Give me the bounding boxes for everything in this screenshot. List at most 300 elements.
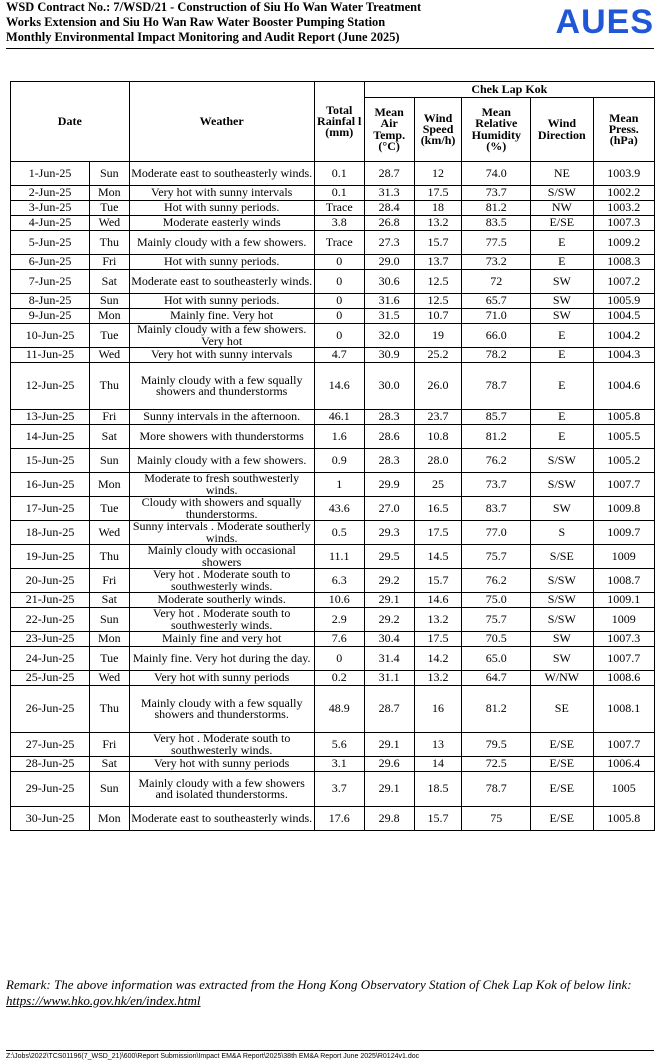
- cell-rainfall: 0.1: [314, 162, 364, 186]
- cell-rainfall: 3.1: [314, 757, 364, 772]
- table-row: [11, 348, 655, 363]
- table-row: [11, 294, 655, 309]
- table-row: [11, 473, 655, 497]
- cell-weather: Hot with sunny periods.: [129, 201, 314, 216]
- cell-day: Sat: [90, 757, 130, 772]
- table-row: [11, 608, 655, 632]
- table-row: [11, 309, 655, 324]
- cell-date: 6-Jun-25: [11, 255, 90, 270]
- cell-humidity: 78.2: [462, 348, 531, 363]
- cell-pressure: 1005.5: [593, 425, 654, 449]
- remark: [6, 977, 656, 1009]
- cell-weather: Very hot . Moderate south to southwesterly winds.: [129, 569, 314, 593]
- cell-pressure: 1003.9: [593, 162, 654, 186]
- cell-wind-direction: S/SW: [531, 593, 593, 608]
- cell-humidity: 66.0: [462, 324, 531, 348]
- cell-date: 8-Jun-25: [11, 294, 90, 309]
- cell-temp: 29.1: [364, 772, 414, 807]
- cell-rainfall: 1.6: [314, 425, 364, 449]
- cell-date: 26-Jun-25: [11, 686, 90, 733]
- cell-wind-direction: NE: [531, 162, 593, 186]
- cell-date: 5-Jun-25: [11, 231, 90, 255]
- col-header-weather: Weather: [129, 82, 314, 162]
- cell-temp: 29.1: [364, 733, 414, 757]
- col-header-temp: Mean Air Temp. (°C): [364, 98, 414, 162]
- cell-day: Thu: [90, 363, 130, 410]
- cell-wind-direction: E: [531, 410, 593, 425]
- cell-rainfall: 6.3: [314, 569, 364, 593]
- table-row: [11, 216, 655, 231]
- cell-wind-speed: 14.2: [414, 647, 462, 671]
- cell-temp: 28.7: [364, 686, 414, 733]
- cell-date: 22-Jun-25: [11, 608, 90, 632]
- cell-wind-direction: E: [531, 425, 593, 449]
- cell-pressure: 1007.2: [593, 270, 654, 294]
- cell-rainfall: 0: [314, 255, 364, 270]
- cell-rainfall: 10.6: [314, 593, 364, 608]
- table-row: [11, 569, 655, 593]
- cell-date: 2-Jun-25: [11, 186, 90, 201]
- cell-temp: 27.3: [364, 231, 414, 255]
- table-row: [11, 324, 655, 348]
- cell-humidity: 79.5: [462, 733, 531, 757]
- remark-text: Remark: The above information was extracted from the Hong Kong Observatory Station of Chek Lap Kok of below link:: [6, 977, 632, 992]
- table-row: [11, 363, 655, 410]
- cell-wind-speed: 13.2: [414, 608, 462, 632]
- cell-wind-direction: SW: [531, 294, 593, 309]
- aues-logo: AUES: [555, 3, 654, 41]
- cell-pressure: 1004.5: [593, 309, 654, 324]
- cell-date: 20-Jun-25: [11, 569, 90, 593]
- col-header-wind-direction: Wind Direction: [531, 98, 593, 162]
- cell-temp: 30.0: [364, 363, 414, 410]
- cell-weather: Moderate to fresh southwesterly winds.: [129, 473, 314, 497]
- cell-weather: Mainly fine and very hot: [129, 632, 314, 647]
- cell-rainfall: 14.6: [314, 363, 364, 410]
- cell-weather: Very hot . Moderate south to southwesterly winds.: [129, 608, 314, 632]
- cell-temp: 28.6: [364, 425, 414, 449]
- cell-rainfall: 0: [314, 324, 364, 348]
- cell-pressure: 1005.8: [593, 807, 654, 831]
- cell-rainfall: 0: [314, 309, 364, 324]
- cell-day: Fri: [90, 255, 130, 270]
- cell-day: Sat: [90, 425, 130, 449]
- cell-weather: Mainly cloudy with a few showers.: [129, 449, 314, 473]
- cell-rainfall: 0: [314, 294, 364, 309]
- cell-date: 15-Jun-25: [11, 449, 90, 473]
- header-line-1: WSD Contract No.: 7/WSD/21 - Construction of Siu Ho Wan Water Treatment: [6, 0, 422, 14]
- cell-temp: 29.3: [364, 521, 414, 545]
- cell-wind-speed: 16.5: [414, 497, 462, 521]
- cell-temp: 26.8: [364, 216, 414, 231]
- cell-humidity: 75.7: [462, 545, 531, 569]
- cell-day: Fri: [90, 569, 130, 593]
- cell-humidity: 64.7: [462, 671, 531, 686]
- cell-wind-speed: 18: [414, 201, 462, 216]
- cell-rainfall: 0.5: [314, 521, 364, 545]
- cell-day: Mon: [90, 186, 130, 201]
- cell-temp: 30.6: [364, 270, 414, 294]
- cell-weather: Very hot with sunny periods: [129, 671, 314, 686]
- cell-temp: 27.0: [364, 497, 414, 521]
- cell-humidity: 72.5: [462, 757, 531, 772]
- cell-temp: 31.4: [364, 647, 414, 671]
- cell-temp: 30.9: [364, 348, 414, 363]
- cell-wind-speed: 10.7: [414, 309, 462, 324]
- cell-pressure: 1007.3: [593, 216, 654, 231]
- cell-pressure: 1005.9: [593, 294, 654, 309]
- cell-date: 18-Jun-25: [11, 521, 90, 545]
- cell-wind-speed: 17.5: [414, 632, 462, 647]
- cell-weather: Mainly fine. Very hot during the day.: [129, 647, 314, 671]
- cell-wind-speed: 18.5: [414, 772, 462, 807]
- table-row: [11, 593, 655, 608]
- cell-weather: Hot with sunny periods.: [129, 294, 314, 309]
- table-row: [11, 255, 655, 270]
- cell-humidity: 71.0: [462, 309, 531, 324]
- cell-weather: Mainly cloudy with a few showers.: [129, 231, 314, 255]
- cell-wind-direction: E/SE: [531, 757, 593, 772]
- table-row: [11, 186, 655, 201]
- cell-wind-speed: 15.7: [414, 807, 462, 831]
- cell-day: Sun: [90, 608, 130, 632]
- cell-wind-direction: S: [531, 521, 593, 545]
- cell-day: Sat: [90, 270, 130, 294]
- cell-humidity: 73.2: [462, 255, 531, 270]
- cell-wind-speed: 13.2: [414, 671, 462, 686]
- cell-day: Thu: [90, 545, 130, 569]
- cell-date: 25-Jun-25: [11, 671, 90, 686]
- cell-weather: Cloudy with showers and squally thunderstorms.: [129, 497, 314, 521]
- cell-day: Thu: [90, 686, 130, 733]
- cell-rainfall: 4.7: [314, 348, 364, 363]
- cell-pressure: 1005.2: [593, 449, 654, 473]
- cell-wind-speed: 25.2: [414, 348, 462, 363]
- hko-link[interactable]: https://www.hko.gov.hk/en/index.html: [6, 993, 201, 1008]
- cell-pressure: 1009: [593, 608, 654, 632]
- cell-weather: Mainly cloudy with a few showers and isolated thunderstorms.: [129, 772, 314, 807]
- cell-pressure: 1008.7: [593, 569, 654, 593]
- cell-wind-speed: 15.7: [414, 569, 462, 593]
- table-row: [11, 733, 655, 757]
- cell-day: Wed: [90, 348, 130, 363]
- cell-day: Wed: [90, 216, 130, 231]
- table-body: [11, 162, 655, 831]
- table-row: [11, 497, 655, 521]
- col-header-pressure: Mean Press. (hPa): [593, 98, 654, 162]
- cell-day: Mon: [90, 807, 130, 831]
- cell-date: 9-Jun-25: [11, 309, 90, 324]
- cell-rainfall: Trace: [314, 231, 364, 255]
- cell-pressure: 1007.7: [593, 647, 654, 671]
- cell-weather: Moderate east to southeasterly winds.: [129, 807, 314, 831]
- cell-wind-direction: NW: [531, 201, 593, 216]
- cell-temp: 31.5: [364, 309, 414, 324]
- cell-humidity: 83.5: [462, 216, 531, 231]
- cell-date: 3-Jun-25: [11, 201, 90, 216]
- cell-wind-direction: E/SE: [531, 807, 593, 831]
- cell-weather: Mainly cloudy with a few squally showers and thunderstorms.: [129, 686, 314, 733]
- cell-pressure: 1008.3: [593, 255, 654, 270]
- cell-day: Mon: [90, 309, 130, 324]
- table-row: [11, 671, 655, 686]
- cell-pressure: 1007.7: [593, 733, 654, 757]
- cell-weather: Hot with sunny periods.: [129, 255, 314, 270]
- cell-wind-speed: 16: [414, 686, 462, 733]
- cell-wind-direction: S/SW: [531, 569, 593, 593]
- cell-temp: 29.0: [364, 255, 414, 270]
- cell-weather: Very hot with sunny intervals: [129, 348, 314, 363]
- cell-pressure: 1002.2: [593, 186, 654, 201]
- cell-wind-speed: 13.2: [414, 216, 462, 231]
- cell-date: 24-Jun-25: [11, 647, 90, 671]
- cell-wind-direction: E/SE: [531, 772, 593, 807]
- cell-pressure: 1008.1: [593, 686, 654, 733]
- cell-date: 13-Jun-25: [11, 410, 90, 425]
- cell-wind-direction: S/SW: [531, 449, 593, 473]
- cell-temp: 31.6: [364, 294, 414, 309]
- cell-temp: 32.0: [364, 324, 414, 348]
- cell-wind-speed: 28.0: [414, 449, 462, 473]
- cell-humidity: 70.5: [462, 632, 531, 647]
- cell-temp: 30.4: [364, 632, 414, 647]
- cell-wind-direction: S/SE: [531, 545, 593, 569]
- report-header: [6, 0, 526, 45]
- cell-wind-direction: S/SW: [531, 473, 593, 497]
- cell-humidity: 65.7: [462, 294, 531, 309]
- cell-pressure: 1006.4: [593, 757, 654, 772]
- cell-day: Thu: [90, 231, 130, 255]
- cell-wind-direction: S/SW: [531, 186, 593, 201]
- header-divider: [6, 48, 654, 49]
- cell-humidity: 75.7: [462, 608, 531, 632]
- cell-day: Mon: [90, 473, 130, 497]
- table-row: [11, 632, 655, 647]
- cell-humidity: 65.0: [462, 647, 531, 671]
- cell-wind-direction: SW: [531, 647, 593, 671]
- cell-rainfall: 43.6: [314, 497, 364, 521]
- cell-humidity: 81.2: [462, 201, 531, 216]
- cell-wind-direction: E/SE: [531, 733, 593, 757]
- cell-day: Sun: [90, 772, 130, 807]
- cell-weather: Sunny intervals . Moderate southerly winds.: [129, 521, 314, 545]
- cell-day: Wed: [90, 521, 130, 545]
- cell-humidity: 77.0: [462, 521, 531, 545]
- cell-weather: Mainly cloudy with a few squally showers and thunderstorms: [129, 363, 314, 410]
- cell-day: Fri: [90, 733, 130, 757]
- cell-wind-direction: E: [531, 231, 593, 255]
- cell-weather: Moderate southerly winds.: [129, 593, 314, 608]
- cell-rainfall: 3.8: [314, 216, 364, 231]
- cell-wind-direction: SW: [531, 270, 593, 294]
- cell-pressure: 1009: [593, 545, 654, 569]
- table-row: [11, 807, 655, 831]
- cell-day: Sun: [90, 162, 130, 186]
- cell-day: Fri: [90, 410, 130, 425]
- table-row: [11, 231, 655, 255]
- cell-rainfall: 17.6: [314, 807, 364, 831]
- cell-pressure: 1005.8: [593, 410, 654, 425]
- cell-wind-speed: 14: [414, 757, 462, 772]
- cell-temp: 29.5: [364, 545, 414, 569]
- cell-humidity: 83.7: [462, 497, 531, 521]
- cell-date: 12-Jun-25: [11, 363, 90, 410]
- cell-day: Tue: [90, 324, 130, 348]
- header-line-2: Works Extension and Siu Ho Wan Raw Water Booster Pumping Station: [6, 15, 386, 29]
- cell-temp: 29.9: [364, 473, 414, 497]
- footer-file-path: Z:\Jobs\2022\TCS01196(7_WSD_21)\600\Report Submission\Impact EM&A Report\2025\38th EM&A Report June 2025\R0124v1.doc: [6, 1053, 420, 1060]
- cell-date: 1-Jun-25: [11, 162, 90, 186]
- cell-rainfall: 7.6: [314, 632, 364, 647]
- cell-date: 30-Jun-25: [11, 807, 90, 831]
- cell-pressure: 1007.3: [593, 632, 654, 647]
- cell-wind-speed: 13.7: [414, 255, 462, 270]
- cell-pressure: 1004.2: [593, 324, 654, 348]
- cell-humidity: 76.2: [462, 449, 531, 473]
- cell-day: Sat: [90, 593, 130, 608]
- table-row: [11, 647, 655, 671]
- cell-wind-speed: 14.5: [414, 545, 462, 569]
- cell-temp: 29.6: [364, 757, 414, 772]
- cell-weather: Mainly fine. Very hot: [129, 309, 314, 324]
- cell-humidity: 76.2: [462, 569, 531, 593]
- cell-day: Sun: [90, 449, 130, 473]
- cell-rainfall: 5.6: [314, 733, 364, 757]
- cell-day: Tue: [90, 647, 130, 671]
- table-row: [11, 521, 655, 545]
- cell-day: Mon: [90, 632, 130, 647]
- cell-wind-speed: 13: [414, 733, 462, 757]
- cell-temp: 28.7: [364, 162, 414, 186]
- cell-temp: 31.1: [364, 671, 414, 686]
- table-row: [11, 425, 655, 449]
- cell-pressure: 1009.1: [593, 593, 654, 608]
- weather-table: [10, 81, 655, 831]
- cell-rainfall: 1: [314, 473, 364, 497]
- cell-date: 23-Jun-25: [11, 632, 90, 647]
- cell-wind-speed: 12: [414, 162, 462, 186]
- cell-weather: Very hot with sunny periods: [129, 757, 314, 772]
- cell-temp: 29.8: [364, 807, 414, 831]
- cell-rainfall: 0.9: [314, 449, 364, 473]
- cell-weather: Moderate east to southeasterly winds.: [129, 162, 314, 186]
- cell-date: 10-Jun-25: [11, 324, 90, 348]
- cell-rainfall: 3.7: [314, 772, 364, 807]
- cell-temp: 29.2: [364, 608, 414, 632]
- group-header-chek-lap-kok: Chek Lap Kok: [364, 82, 654, 98]
- table-row: [11, 201, 655, 216]
- cell-wind-speed: 19: [414, 324, 462, 348]
- cell-pressure: 1008.6: [593, 671, 654, 686]
- cell-date: 4-Jun-25: [11, 216, 90, 231]
- cell-pressure: 1004.3: [593, 348, 654, 363]
- cell-temp: 28.3: [364, 410, 414, 425]
- cell-rainfall: 0.2: [314, 671, 364, 686]
- cell-date: 16-Jun-25: [11, 473, 90, 497]
- cell-humidity: 73.7: [462, 186, 531, 201]
- cell-wind-speed: 17.5: [414, 521, 462, 545]
- cell-date: 27-Jun-25: [11, 733, 90, 757]
- cell-pressure: 1009.7: [593, 521, 654, 545]
- cell-wind-speed: 25: [414, 473, 462, 497]
- cell-weather: Very hot . Moderate south to southwesterly winds.: [129, 733, 314, 757]
- cell-wind-speed: 12.5: [414, 294, 462, 309]
- table-row: [11, 449, 655, 473]
- cell-wind-speed: 14.6: [414, 593, 462, 608]
- cell-weather: Moderate east to southeasterly winds.: [129, 270, 314, 294]
- cell-wind-direction: S/SW: [531, 608, 593, 632]
- cell-rainfall: 48.9: [314, 686, 364, 733]
- table-row: [11, 410, 655, 425]
- cell-humidity: 78.7: [462, 772, 531, 807]
- cell-date: 19-Jun-25: [11, 545, 90, 569]
- col-header-rainfall: Total Rainfal l (mm): [314, 82, 364, 162]
- cell-date: 29-Jun-25: [11, 772, 90, 807]
- cell-wind-direction: SE: [531, 686, 593, 733]
- cell-wind-speed: 12.5: [414, 270, 462, 294]
- col-header-date: Date: [11, 82, 130, 162]
- cell-pressure: 1009.2: [593, 231, 654, 255]
- cell-weather: More showers with thunderstorms: [129, 425, 314, 449]
- table-row: [11, 545, 655, 569]
- cell-temp: 29.1: [364, 593, 414, 608]
- cell-day: Tue: [90, 201, 130, 216]
- cell-wind-direction: E: [531, 255, 593, 270]
- cell-date: 21-Jun-25: [11, 593, 90, 608]
- cell-wind-speed: 26.0: [414, 363, 462, 410]
- cell-humidity: 81.2: [462, 425, 531, 449]
- cell-date: 17-Jun-25: [11, 497, 90, 521]
- cell-humidity: 75: [462, 807, 531, 831]
- cell-date: 28-Jun-25: [11, 757, 90, 772]
- cell-day: Wed: [90, 671, 130, 686]
- cell-rainfall: 2.9: [314, 608, 364, 632]
- cell-humidity: 85.7: [462, 410, 531, 425]
- cell-pressure: 1005: [593, 772, 654, 807]
- col-header-humidity: Mean Relative Humidity (%): [462, 98, 531, 162]
- cell-pressure: 1009.8: [593, 497, 654, 521]
- table-row: [11, 162, 655, 186]
- cell-day: Tue: [90, 497, 130, 521]
- cell-rainfall: 0: [314, 270, 364, 294]
- table-row: [11, 270, 655, 294]
- cell-temp: 29.2: [364, 569, 414, 593]
- cell-rainfall: 11.1: [314, 545, 364, 569]
- table-row: [11, 757, 655, 772]
- cell-humidity: 77.5: [462, 231, 531, 255]
- cell-weather: Very hot with sunny intervals: [129, 186, 314, 201]
- cell-wind-direction: E: [531, 363, 593, 410]
- col-header-wind-speed: Wind Speed (km/h): [414, 98, 462, 162]
- cell-wind-direction: E: [531, 324, 593, 348]
- header-line-3: Monthly Environmental Impact Monitoring and Audit Report (June 2025): [6, 30, 400, 44]
- cell-temp: 28.4: [364, 201, 414, 216]
- table-row: [11, 772, 655, 807]
- cell-rainfall: 0: [314, 647, 364, 671]
- cell-wind-speed: 23.7: [414, 410, 462, 425]
- table-row: [11, 686, 655, 733]
- cell-weather: Moderate easterly winds: [129, 216, 314, 231]
- cell-date: 14-Jun-25: [11, 425, 90, 449]
- cell-pressure: 1003.2: [593, 201, 654, 216]
- cell-humidity: 73.7: [462, 473, 531, 497]
- cell-pressure: 1007.7: [593, 473, 654, 497]
- cell-wind-direction: E/SE: [531, 216, 593, 231]
- cell-humidity: 74.0: [462, 162, 531, 186]
- cell-wind-direction: W/NW: [531, 671, 593, 686]
- cell-rainfall: 0.1: [314, 186, 364, 201]
- cell-day: Sun: [90, 294, 130, 309]
